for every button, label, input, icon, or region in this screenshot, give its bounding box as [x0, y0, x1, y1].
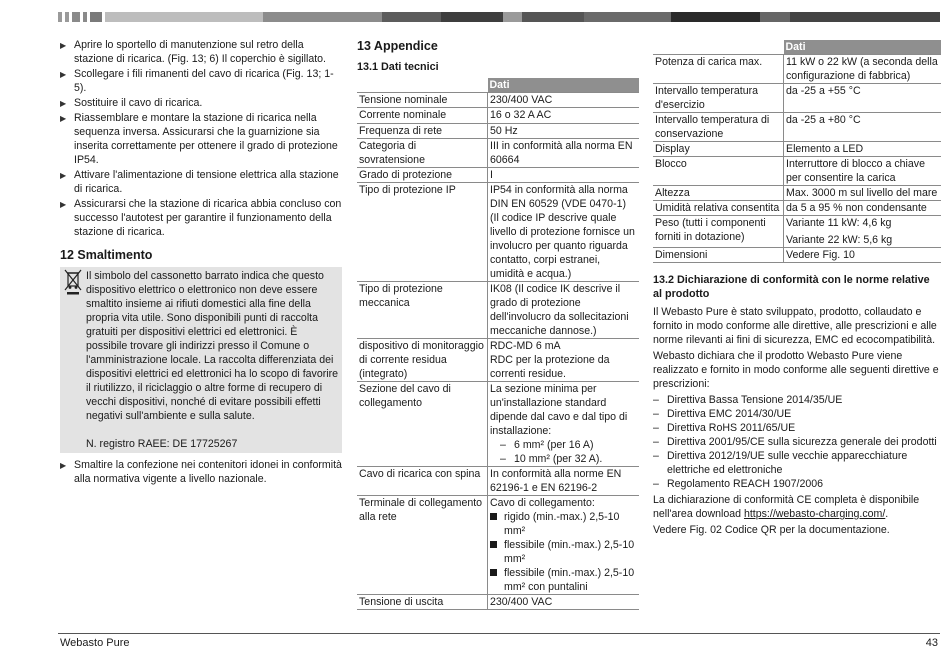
table-row: Tipo di protezione IP IP54 in conformità alla norma DIN EN 60529 (VDE 0470-1) (Il codice IP descrive quale livello di protezione fornisce un involucro per quanto riguarda contatto, corpi estranei, umidità e acqua.)	[357, 183, 639, 282]
list-item: flessibile (min.-max.) 2,5-10 mm² con puntalini	[490, 566, 637, 594]
list-item: – Direttiva RoHS 2011/65/UE	[653, 421, 941, 435]
list-item: ▶ Scollegare i fili rimanenti del cavo di ricarica (Fig. 13; 1-5).	[60, 67, 342, 95]
list-item: rigido (min.-max.) 2,5-10 mm²	[490, 510, 637, 538]
crossed-out-wheelie-bin-icon	[64, 269, 82, 295]
list-item: ▶ Smaltire la confezione nei contenitori idonei in conformità alla normativa vigente a livello nazionale.	[60, 458, 342, 486]
table-row: Categoria di sovratensione III in conformità alla norma EN 60664	[357, 139, 639, 168]
table-row: Sezione del cavo di collegamento La sezione minima per un'installazione standard dipende dal cavo e dal tipo di installazione: – 6 mm² (per 16 A) – 10 mm² (per 32 A).	[357, 382, 639, 467]
technical-data-table-continued	[653, 40, 941, 263]
table-row: Tipo di protezione meccanica IK08 (Il codice IK descrive il grado di protezione dell'involucro da sollecitazioni meccaniche dannose.)	[357, 282, 639, 339]
list-item: – Direttiva 2012/19/UE sulle vecchie apparecchiature elettriche ed elettroniche	[653, 449, 941, 477]
list-item: – Direttiva Bassa Tensione 2014/35/UE	[653, 393, 941, 407]
table-row: Grado di protezione I	[357, 168, 639, 183]
table-row: Potenza di carica max. 11 kW o 22 kW (a seconda della configurazione di fabbrica)	[653, 55, 941, 84]
table-row: Terminale di collegamento alla rete Cavo di collegamento: rigido (min.-max.) 2,5-10 mm² flessibile (min.-max.) 2,5-10 mm² flessibile (min.-max.) 2,5-10 mm² con puntalini	[357, 496, 639, 595]
table-row: Tensione nominale 230/400 VAC	[357, 93, 639, 108]
subsection-title-conformity: 13.2 Dichiarazione di conformità con le norme relative al prodotto	[653, 274, 930, 300]
technical-data-table	[357, 78, 639, 610]
packaging-list	[60, 458, 342, 486]
table-row: Umidità relativa consentita da 5 a 95 % non condensante	[653, 201, 941, 216]
middle-column	[357, 38, 639, 610]
list-item: ▶ Assicurarsi che la stazione di ricarica abbia concluso con successo l'autotest per garantire il funzionamento della stazione di ricarica.	[60, 197, 342, 239]
list-item: ▶ Attivare l'alimentazione di tensione elettrica alla stazione di ricarica.	[60, 168, 342, 196]
disposal-notice	[60, 267, 342, 453]
table-row: Peso (tutti i componenti forniti in dotazione) Variante 11 kW: 4,6 kg Variante 22 kW: 5,6 kg	[653, 216, 941, 248]
table-row: Cavo di ricarica con spina In conformità alla norme EN 62196-1 e EN 62196-2	[357, 467, 639, 496]
subsection-title-technical-data: 13.1 Dati tecnici	[357, 61, 439, 73]
list-item: ▶ Riassemblare e montare la stazione di ricarica nella sequenza inversa. Assicurarsi che la guarnizione sia inserita correttamente per ottenere il grado di protezione IP54.	[60, 111, 342, 167]
footer-divider	[58, 633, 940, 634]
directives-list	[653, 393, 941, 491]
table-row: Display Elemento a LED	[653, 142, 941, 157]
paragraph: La dichiarazione di conformità CE completa è disponibile nell'area download https://webasto-charging.com/.	[653, 494, 920, 520]
download-link[interactable]: https://webasto-charging.com/	[743, 508, 886, 520]
list-item: flessibile (min.-max.) 2,5-10 mm²	[490, 538, 637, 566]
left-column	[60, 38, 342, 487]
table-header: Dati	[784, 40, 942, 55]
instruction-list	[60, 38, 342, 239]
list-item: – Regolamento REACH 1907/2006	[653, 477, 941, 491]
list-item: ▶ Aprire lo sportello di manutenzione sul retro della stazione di ricarica. (Fig. 13; 6) Il coperchio è sigillato.	[60, 38, 342, 66]
table-row: Altezza Max. 3000 m sul livello del mare	[653, 186, 941, 201]
table-header: Dati	[488, 78, 640, 93]
table-row: Intervallo temperatura d'esercizio da -25 a +55 °C	[653, 84, 941, 113]
section-title-appendix: 13 Appendice	[357, 39, 438, 53]
table-row: Blocco Interruttore di blocco a chiave per consentire la carica	[653, 157, 941, 186]
table-row: Corrente nominale 16 o 32 A AC	[357, 108, 639, 124]
paragraph: Il Webasto Pure è stato sviluppato, prodotto, collaudato e fornito in modo conforme alle direttive, alle prescrizioni e alle norme rilevanti ai fini di sicurezza, EMC ed ecocompatibilità.	[653, 306, 937, 346]
paragraph: Vedere Fig. 02 Codice QR per la documentazione.	[653, 524, 890, 536]
table-row: Dimensioni Vedere Fig. 10	[653, 248, 941, 263]
page-number: 43	[925, 637, 938, 649]
table-row: Frequenza di rete 50 Hz	[357, 124, 639, 139]
right-column	[653, 40, 941, 539]
table-row: Tensione di uscita 230/400 VAC	[357, 595, 639, 610]
list-item: – 10 mm² (per 32 A).	[500, 452, 637, 466]
table-row: dispositivo di monitoraggio di corrente residua (integrato) RDC-MD 6 mA RDC per la protezione da correnti residue.	[357, 339, 639, 382]
paragraph: Webasto dichiara che il prodotto Webasto Pure viene realizzato e fornito in modo conforme alle seguenti direttive e prescrizioni:	[653, 350, 939, 390]
list-item: – Direttiva EMC 2014/30/UE	[653, 407, 941, 421]
weee-registration: N. registro RAEE: DE 17725267	[86, 438, 238, 450]
list-item: ▶ Sostituire il cavo di ricarica.	[60, 96, 342, 110]
list-item: – 6 mm² (per 16 A)	[500, 438, 637, 452]
list-item: – Direttiva 2001/95/CE sulla sicurezza generale dei prodotti	[653, 435, 941, 449]
section-title-disposal: 12 Smaltimento	[60, 248, 153, 262]
footer-product-name: Webasto Pure	[60, 637, 130, 649]
header-bar	[58, 12, 940, 22]
table-row: Intervallo temperatura di conservazione da -25 a +80 °C	[653, 113, 941, 142]
notice-text: Il simbolo del cassonetto barrato indica che questo dispositivo elettrico o elettronico non deve essere smaltito insieme ai rifiuti domestici alla fine della propria vita utile. Sono disponibili punti di raccolta gratuiti per dispositivi elettrici ed elettronici. È possibile trovare gli indirizzi presso il Comune o l'amministrazione locale. La raccolta differenziata dei dispositivi elettrici ed elettronici ha lo scopo di favorire il riutilizzo, il riciclaggio o altre forme di recupero di vecchi dispositivi, nonché di evitare possibili effetti negativi sull'ambiente e sulla salute.	[86, 270, 339, 422]
